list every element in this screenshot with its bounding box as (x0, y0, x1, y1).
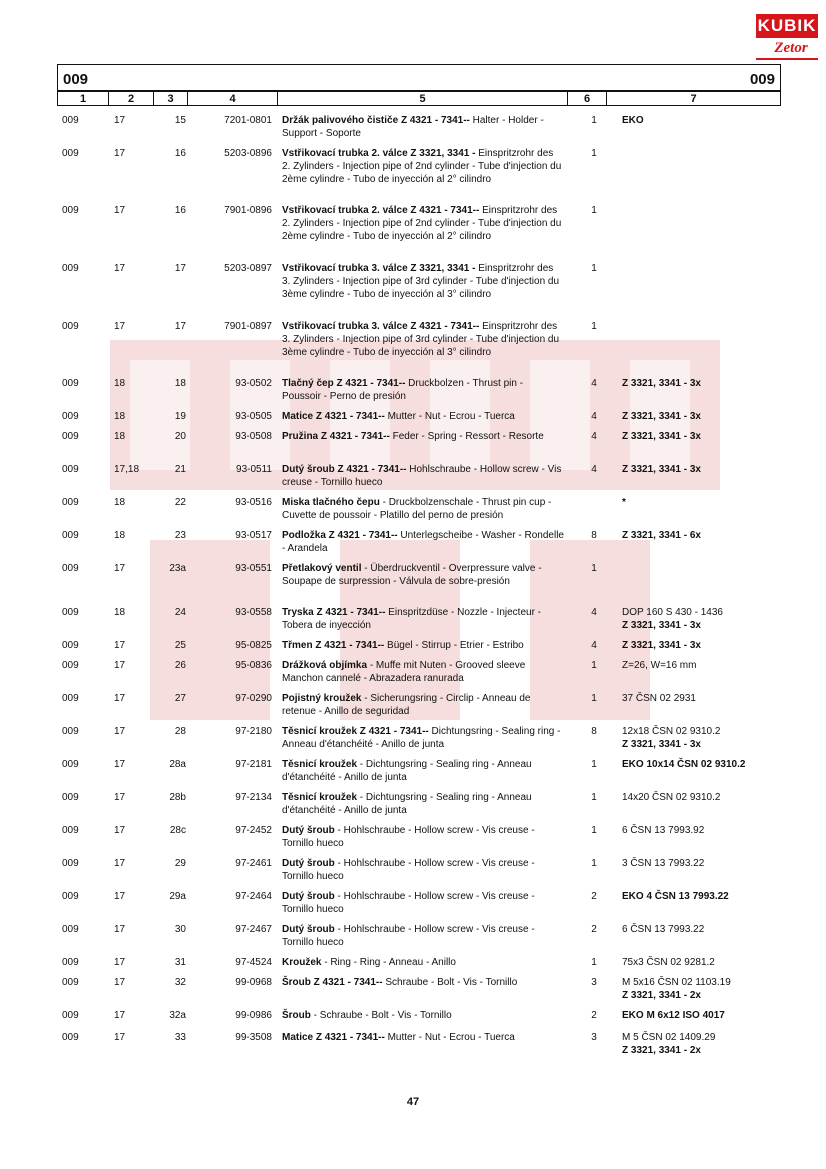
part-name: Drážková objímka (282, 660, 368, 671)
part-description: Schraube - Bolt - Vis - Tornillo (382, 977, 518, 988)
position-cell: 17 (174, 321, 186, 332)
section-cell: 009 (62, 431, 79, 442)
quantity-cell: 1 (591, 115, 597, 126)
note-line: EKO (622, 115, 644, 126)
part-name: Podložka Z 4321 - 7341-- (282, 530, 398, 541)
description-cell (282, 204, 564, 243)
position-cell: 29 (174, 858, 186, 869)
part-name: Kroužek (282, 957, 322, 968)
note-line: M 5x16 ČSN 02 1103.19 (622, 977, 731, 988)
figure-cell: 18 (114, 607, 126, 618)
column-header-4: 4 (188, 92, 278, 106)
description-cell (282, 758, 564, 784)
position-cell: 28c (169, 825, 186, 836)
part-description: Einspritzrohr des 3. Zylinders - Injection pipe of 3rd cylinder - Tube d'injection du 3ème cylindre - Tubo de inyección al 3° cilindro (282, 321, 560, 358)
section-cell: 009 (62, 321, 79, 332)
figure-cell: 18 (114, 530, 126, 541)
note-cell (622, 606, 802, 632)
figure-cell: 17 (114, 1010, 126, 1021)
quantity-cell: 4 (591, 464, 597, 475)
figure-cell: 17 (114, 924, 126, 935)
description-cell (282, 114, 564, 140)
description-cell (282, 923, 564, 949)
section-cell: 009 (62, 693, 79, 704)
part-description: Unterlegscheibe - Washer - Rondelle - Arandela (282, 530, 564, 554)
figure-cell: 18 (114, 431, 126, 442)
part-description: - Überdruckventil - Overpressure valve - Soupape de surpression - Válvula de sobre-presión (282, 563, 542, 587)
part-number-cell: 93-0517 (235, 530, 272, 541)
position-cell: 23 (174, 530, 186, 541)
part-number-cell: 97-2452 (235, 825, 272, 836)
section-cell: 009 (62, 1032, 79, 1043)
part-name: Matice Z 4321 - 7341-- (282, 411, 385, 422)
quantity-cell: 3 (591, 977, 597, 988)
section-cell: 009 (62, 726, 79, 737)
quantity-cell: 2 (591, 1010, 597, 1021)
part-number-cell: 97-4524 (235, 957, 272, 968)
section-cell: 009 (62, 115, 79, 126)
part-description: Dichtungsring - Sealing ring - Anneau d'étanchéité - Anillo de junta (282, 726, 561, 750)
quantity-cell: 1 (591, 205, 597, 216)
figure-cell: 17,18 (114, 464, 140, 475)
part-number-cell: 97-2464 (235, 891, 272, 902)
figure-cell: 17 (114, 825, 126, 836)
position-cell: 21 (174, 464, 186, 475)
position-cell: 32 (174, 977, 186, 988)
part-number-cell: 97-2467 (235, 924, 272, 935)
note-line: DOP 160 S 430 - 1436 (622, 607, 723, 618)
quantity-cell: 4 (591, 378, 597, 389)
page-number: 47 (406, 1096, 420, 1108)
position-cell: 28 (174, 726, 186, 737)
part-name: Vstřikovací trubka 2. válce Z 3321, 3341 - (282, 148, 476, 159)
section-cell: 009 (62, 759, 79, 770)
part-number-cell: 93-0502 (235, 378, 272, 389)
note-line-2: Z 3321, 3341 - 2x (622, 1045, 701, 1056)
description-cell (282, 410, 564, 423)
note-line: * (622, 497, 626, 508)
part-number-cell: 93-0505 (235, 411, 272, 422)
position-cell: 25 (174, 640, 186, 651)
quantity-cell: 1 (591, 957, 597, 968)
part-description: Einspritzdüse - Nozzle - Injecteur - Tobera de inyección (282, 607, 542, 631)
description-cell (282, 430, 564, 443)
figure-cell: 17 (114, 321, 126, 332)
position-cell: 23a (169, 563, 186, 574)
part-number-cell: 93-0508 (235, 431, 272, 442)
position-cell: 28a (169, 759, 186, 770)
note-line-2: Z 3321, 3341 - 2x (622, 990, 701, 1001)
note-cell (622, 114, 802, 127)
note-line: Z 3321, 3341 - 3x (622, 378, 701, 389)
note-line: Z=26, W=16 mm (622, 660, 697, 671)
description-cell (282, 1009, 564, 1022)
position-cell: 19 (174, 411, 186, 422)
part-number-cell: 93-0558 (235, 607, 272, 618)
part-name: Dutý šroub (282, 825, 335, 836)
quantity-cell: 4 (591, 431, 597, 442)
section-number-left: 009 (63, 71, 89, 88)
note-line: 14x20 ČSN 02 9310.2 (622, 792, 721, 803)
part-number-cell: 97-2181 (235, 759, 272, 770)
column-header-7: 7 (690, 93, 697, 105)
note-line: EKO M 6x12 ISO 4017 (622, 1010, 725, 1021)
quantity-cell: 1 (591, 321, 597, 332)
figure-cell: 17 (114, 640, 126, 651)
note-cell (622, 529, 802, 542)
part-number-cell: 5203-0896 (224, 148, 272, 159)
part-name: Těsnicí kroužek (282, 792, 358, 803)
section-number-right: 009 (749, 71, 775, 88)
description-cell (282, 824, 564, 850)
part-name: Matice Z 4321 - 7341-- (282, 1032, 385, 1043)
note-cell (622, 758, 802, 771)
part-name: Třmen Z 4321 - 7341-- (282, 640, 385, 651)
section-cell: 009 (62, 891, 79, 902)
note-line: 6 ČSN 13 7993.92 (622, 825, 705, 836)
part-description: Mutter - Nut - Ecrou - Tuerca (384, 1032, 515, 1043)
note-line: Z 3321, 3341 - 3x (622, 431, 701, 442)
part-name: Šroub (282, 1010, 311, 1021)
part-name: Vstřikovací trubka 3. válce Z 4321 - 7341-- (282, 321, 480, 332)
section-cell: 009 (62, 530, 79, 541)
note-cell (622, 923, 802, 936)
part-name: Pojistný kroužek (282, 693, 362, 704)
note-cell (622, 659, 802, 672)
part-description: Druckbolzen - Thrust pin - Poussoir - Perno de presión (282, 378, 524, 402)
part-name: Miska tlačného čepu (282, 497, 380, 508)
position-cell: 27 (174, 693, 186, 704)
note-cell (622, 463, 802, 476)
quantity-cell: 1 (591, 148, 597, 159)
part-number-cell: 99-0986 (235, 1010, 272, 1021)
figure-cell: 17 (114, 1032, 126, 1043)
quantity-cell: 1 (591, 693, 597, 704)
note-line: 3 ČSN 13 7993.22 (622, 858, 705, 869)
part-description: Feder - Spring - Ressort - Resorte (389, 431, 544, 442)
note-cell (622, 639, 802, 652)
section-cell: 009 (62, 858, 79, 869)
section-cell: 009 (62, 497, 79, 508)
position-cell: 33 (174, 1032, 186, 1043)
part-description: Mutter - Nut - Ecrou - Tuerca (384, 411, 515, 422)
part-description: - Dichtungsring - Sealing ring - Anneau d'étanchéité - Anillo de junta (282, 792, 532, 816)
part-number-cell: 7901-0897 (224, 321, 272, 332)
section-cell: 009 (62, 640, 79, 651)
note-line: 37 ČSN 02 2931 (622, 693, 696, 704)
note-line: Z 3321, 3341 - 3x (622, 411, 701, 422)
quantity-cell: 2 (591, 924, 597, 935)
column-header-5: 5 (278, 92, 568, 106)
figure-cell: 17 (114, 660, 126, 671)
note-line: Z 3321, 3341 - 3x (622, 640, 701, 651)
note-line-2: Z 3321, 3341 - 3x (622, 620, 701, 631)
note-cell (622, 857, 802, 870)
column-header-2: 2 (109, 92, 154, 106)
section-cell: 009 (62, 148, 79, 159)
description-cell (282, 725, 564, 751)
figure-cell: 17 (114, 148, 126, 159)
section-cell: 009 (62, 957, 79, 968)
part-description: Halter - Holder - Support - Soporte (282, 115, 544, 139)
part-name: Tryska Z 4321 - 7341-- (282, 607, 386, 618)
position-cell: 31 (174, 957, 186, 968)
note-line: Z 3321, 3341 - 6x (622, 530, 701, 541)
figure-cell: 18 (114, 378, 126, 389)
section-cell: 009 (62, 205, 79, 216)
part-name: Tlačný čep Z 4321 - 7341-- (282, 378, 406, 389)
figure-cell: 17 (114, 205, 126, 216)
position-cell: 28b (169, 792, 186, 803)
part-number-cell: 97-2461 (235, 858, 272, 869)
position-cell: 17 (174, 263, 186, 274)
note-cell (622, 824, 802, 837)
part-name: Přetlakový ventil (282, 563, 362, 574)
note-line: 6 ČSN 13 7993.22 (622, 924, 705, 935)
description-cell (282, 692, 564, 718)
figure-cell: 17 (114, 115, 126, 126)
description-cell (282, 1031, 564, 1044)
part-name: Držák palivového čističe Z 4321 - 7341-- (282, 115, 470, 126)
figure-cell: 17 (114, 759, 126, 770)
description-cell (282, 659, 564, 685)
figure-cell: 17 (114, 858, 126, 869)
section-cell: 009 (62, 607, 79, 618)
part-number-cell: 5203-0897 (224, 263, 272, 274)
note-line: EKO 10x14 ČSN 02 9310.2 (622, 759, 746, 770)
part-description: Einspritzrohr des 3. Zylinders - Injection pipe of 3rd cylinder - Tube d'injection du 3ème cylindre - Tubo de inyección al 3° cilindro (282, 263, 560, 300)
section-cell: 009 (62, 411, 79, 422)
quantity-cell: 1 (591, 858, 597, 869)
part-number-cell: 7201-0801 (224, 115, 272, 126)
position-cell: 26 (174, 660, 186, 671)
logo-sub: Zetor (774, 40, 808, 56)
quantity-cell: 4 (591, 640, 597, 651)
part-description: - Ring - Ring - Anneau - Anillo (321, 957, 456, 968)
part-name: Dutý šroub Z 4321 - 7341-- (282, 464, 407, 475)
note-cell (622, 377, 802, 390)
quantity-cell: 1 (591, 759, 597, 770)
note-cell (622, 890, 802, 903)
note-cell (622, 956, 802, 969)
quantity-cell: 1 (591, 792, 597, 803)
section-cell: 009 (62, 924, 79, 935)
description-cell (282, 529, 564, 555)
position-cell: 15 (174, 115, 186, 126)
column-header-6: 6 (568, 92, 607, 106)
part-name: Vstřikovací trubka 2. válce Z 4321 - 7341-- (282, 205, 480, 216)
part-name: Dutý šroub (282, 891, 335, 902)
logo-brand: KUBIK (756, 14, 818, 38)
part-name: Těsnicí kroužek (282, 759, 358, 770)
part-name: Těsnicí kroužek Z 4321 - 7341-- (282, 726, 429, 737)
quantity-cell: 2 (591, 891, 597, 902)
description-cell (282, 320, 564, 359)
note-cell (622, 725, 802, 751)
note-cell (622, 1009, 802, 1022)
part-number-cell: 97-0290 (235, 693, 272, 704)
description-cell (282, 956, 564, 969)
section-cell: 009 (62, 977, 79, 988)
note-cell (622, 976, 802, 1002)
kubik-zetor-logo (756, 14, 818, 62)
section-cell: 009 (62, 825, 79, 836)
part-name: Vstřikovací trubka 3. válce Z 3321, 3341 - (282, 263, 476, 274)
figure-cell: 17 (114, 263, 126, 274)
figure-cell: 17 (114, 957, 126, 968)
description-cell (282, 147, 564, 186)
description-cell (282, 262, 564, 301)
quantity-cell: 1 (591, 660, 597, 671)
part-description: - Muffe mit Nuten - Grooved sleeve Manchon cannelé - Abrazadera ranurada (282, 660, 526, 684)
note-cell (622, 1031, 802, 1057)
note-cell (622, 430, 802, 443)
note-line-2: Z 3321, 3341 - 3x (622, 739, 701, 750)
figure-cell: 17 (114, 891, 126, 902)
column-number-row (58, 90, 780, 106)
figure-cell: 18 (114, 497, 126, 508)
part-name: Dutý šroub (282, 858, 335, 869)
note-line: M 5 ČSN 02 1409.29 (622, 1032, 716, 1043)
note-line: EKO 4 ČSN 13 7993.22 (622, 891, 729, 902)
description-cell (282, 463, 564, 489)
column-header-3: 3 (154, 92, 188, 106)
part-description: - Sicherungsring - Circlip - Anneau de retenue - Anillo de seguridad (282, 693, 531, 717)
part-number-cell: 95-0836 (235, 660, 272, 671)
note-cell (622, 791, 802, 804)
note-line: Z 3321, 3341 - 3x (622, 464, 701, 475)
quantity-cell: 3 (591, 1032, 597, 1043)
part-number-cell: 97-2180 (235, 726, 272, 737)
note-cell (622, 692, 802, 705)
position-cell: 32a (169, 1010, 186, 1021)
part-number-cell: 93-0516 (235, 497, 272, 508)
figure-cell: 17 (114, 693, 126, 704)
description-cell (282, 890, 564, 916)
position-cell: 20 (174, 431, 186, 442)
description-cell (282, 791, 564, 817)
part-description: - Druckbolzenschale - Thrust pin cup - Cuvette de poussoir - Platillo del perno de presión (282, 497, 552, 521)
section-cell: 009 (62, 263, 79, 274)
part-number-cell: 99-3508 (235, 1032, 272, 1043)
position-cell: 24 (174, 607, 186, 618)
quantity-cell: 4 (591, 607, 597, 618)
part-number-cell: 93-0551 (235, 563, 272, 574)
quantity-cell: 8 (591, 530, 597, 541)
part-description: - Hohlschraube - Hollow screw - Vis creuse - Tornillo hueco (282, 825, 535, 849)
position-cell: 18 (174, 378, 186, 389)
description-cell (282, 496, 564, 522)
description-cell (282, 857, 564, 883)
part-description: Bügel - Stirrup - Etrier - Estribo (384, 640, 524, 651)
description-cell (282, 976, 564, 989)
part-number-cell: 7901-0896 (224, 205, 272, 216)
section-cell: 009 (62, 1010, 79, 1021)
position-cell: 16 (174, 148, 186, 159)
part-description: - Hohlschraube - Hollow screw - Vis creuse - Tornillo hueco (282, 858, 535, 882)
section-cell: 009 (62, 563, 79, 574)
part-description: - Schraube - Bolt - Vis - Tornillo (310, 1010, 452, 1021)
description-cell (282, 639, 564, 652)
figure-cell: 18 (114, 411, 126, 422)
position-cell: 29a (169, 891, 186, 902)
part-description: Hohlschraube - Hollow screw - Vis creuse - Tornillo hueco (282, 464, 562, 488)
figure-cell: 17 (114, 977, 126, 988)
description-cell (282, 606, 564, 632)
part-description: - Hohlschraube - Hollow screw - Vis creuse - Tornillo hueco (282, 891, 535, 915)
position-cell: 30 (174, 924, 186, 935)
logo-underline (756, 58, 818, 60)
quantity-cell: 1 (591, 563, 597, 574)
table-header (57, 64, 781, 106)
part-number-cell: 95-0825 (235, 640, 272, 651)
quantity-cell: 8 (591, 726, 597, 737)
quantity-cell: 1 (591, 263, 597, 274)
position-cell: 16 (174, 205, 186, 216)
quantity-cell: 1 (591, 825, 597, 836)
quantity-cell: 4 (591, 411, 597, 422)
note-cell (622, 496, 802, 509)
column-header-1: 1 (58, 92, 109, 106)
description-cell (282, 562, 564, 588)
section-cell: 009 (62, 792, 79, 803)
part-name: Dutý šroub (282, 924, 335, 935)
part-name: Pružina Z 4321 - 7341-- (282, 431, 390, 442)
part-description: - Dichtungsring - Sealing ring - Anneau d'étanchéité - Anillo de junta (282, 759, 532, 783)
part-number-cell: 99-0968 (235, 977, 272, 988)
note-line: 12x18 ČSN 02 9310.2 (622, 726, 721, 737)
description-cell (282, 377, 564, 403)
position-cell: 22 (174, 497, 186, 508)
part-description: - Hohlschraube - Hollow screw - Vis creuse - Tornillo hueco (282, 924, 535, 948)
section-cell: 009 (62, 660, 79, 671)
part-number-cell: 97-2134 (235, 792, 272, 803)
figure-cell: 17 (114, 563, 126, 574)
note-line: 75x3 ČSN 02 9281.2 (622, 957, 715, 968)
part-description: Einspritzrohr des 2. Zylinders - Injection pipe of 2nd cylinder - Tube d'injection du 2ème cylindre - Tubo de inyección al 2° cilindro (282, 205, 562, 242)
part-description: Einspritzrohr des 2. Zylinders - Injection pipe of 2nd cylinder - Tube d'injection du 2ème cylindre - Tubo de inyección al 2° cilindro (282, 148, 562, 185)
figure-cell: 17 (114, 792, 126, 803)
part-number-cell: 93-0511 (236, 464, 272, 475)
part-name: Šroub Z 4321 - 7341-- (282, 977, 383, 988)
figure-cell: 17 (114, 726, 126, 737)
note-cell (622, 410, 802, 423)
section-cell: 009 (62, 464, 79, 475)
section-cell: 009 (62, 378, 79, 389)
